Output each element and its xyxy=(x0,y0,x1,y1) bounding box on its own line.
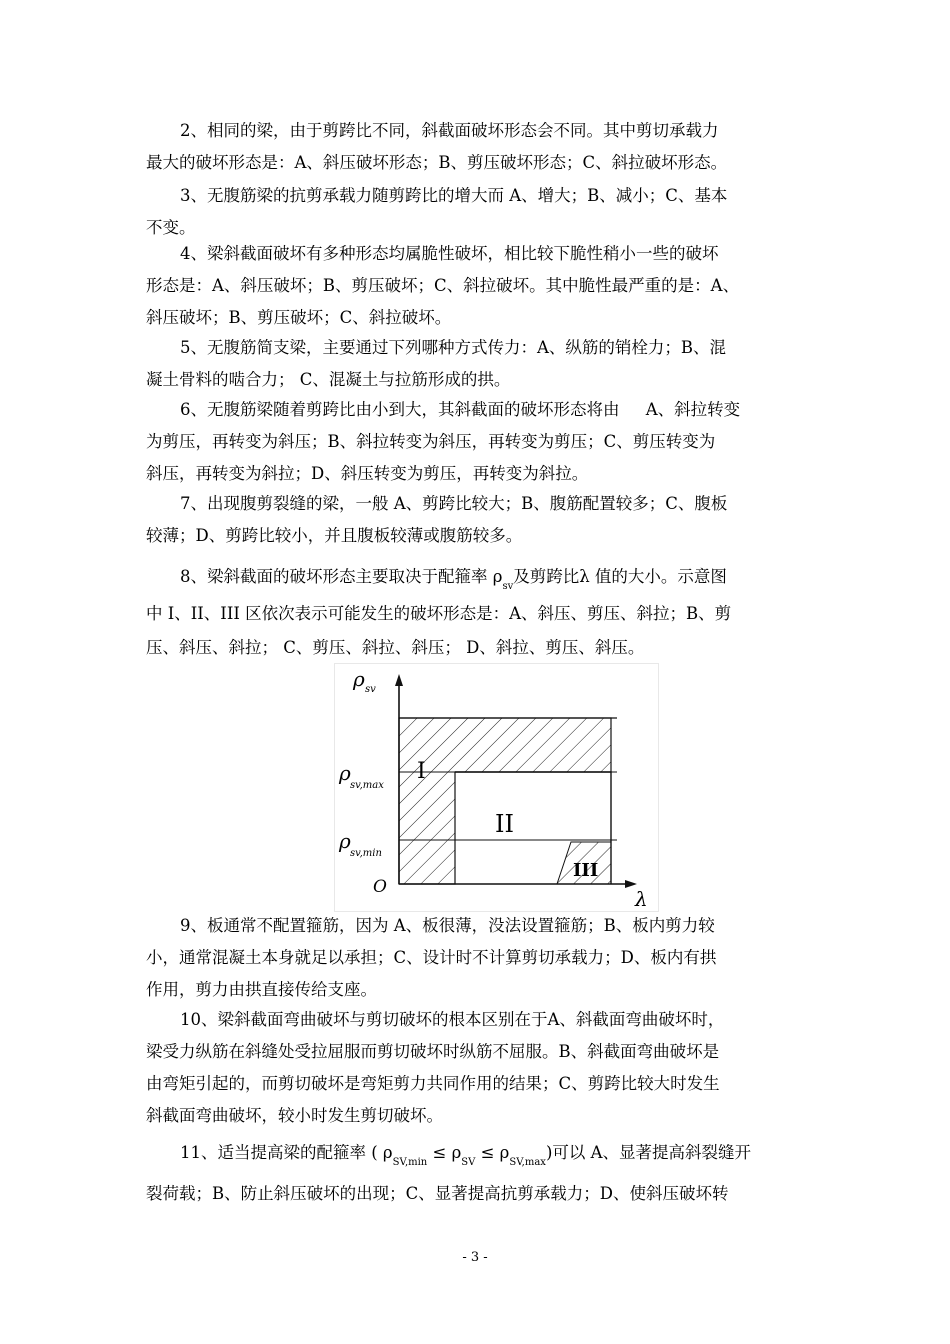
origin-label: O xyxy=(373,877,387,897)
q11-text-c: ≤ ρ xyxy=(475,1143,510,1162)
q8-line-3: 压、斜压、斜拉； C、剪压、斜拉、斜压； D、斜拉、剪压、斜压。 xyxy=(146,638,645,657)
q8-text-b: 及剪跨比λ 值的大小。示意图 xyxy=(513,567,727,586)
q11-sub-min: SV,min xyxy=(392,1157,428,1168)
q9-line-2: 小，通常混凝土本身就足以承担；C、设计时不计算剪切承载力；D、板内有拱 xyxy=(146,948,717,967)
q11-line-2: 裂荷载；B、防止斜压破坏的出现；C、显著提高抗剪承载力；D、使斜压破坏转 xyxy=(146,1184,729,1203)
question-3 xyxy=(146,180,810,244)
q11-text-a: 11、适当提高梁的配箍率 ( ρ xyxy=(180,1143,393,1162)
q5-line-1: 5、无腹筋简支梁，主要通过下列哪种方式传力：A、纵筋的销栓力；B、混 xyxy=(180,338,727,357)
question-2 xyxy=(146,115,810,179)
question-11 xyxy=(146,1134,810,1213)
q11-text-b: ≤ ρ xyxy=(427,1143,462,1162)
q6-line-1: 6、无腹筋梁随着剪跨比由小到大，其斜截面的破坏形态将由 A、斜拉转变 xyxy=(180,400,741,419)
q8-text-a: 8、梁斜截面的破坏形态主要取决于配箍率 ρ xyxy=(180,567,503,586)
question-5 xyxy=(146,332,810,396)
q11-text-d: )可以 A、显著提高斜裂缝开 xyxy=(545,1143,752,1162)
page-number: - 3 - xyxy=(462,1250,488,1265)
question-4 xyxy=(146,238,810,334)
q9-line-1: 9、板通常不配置箍筋，因为 A、板很薄，没法设置箍筋；B、板内剪力较 xyxy=(180,916,715,935)
q4-line-2: 形态是：A、斜压破坏；B、剪压破坏；C、斜拉破坏。其中脆性最严重的是：A、 xyxy=(146,276,740,295)
q10-line-3: 由弯矩引起的，而剪切破坏是弯矩剪力共同作用的结果；C、剪跨比较大时发生 xyxy=(146,1074,720,1093)
q3-line-2: 不变。 xyxy=(146,218,196,237)
y-axis-label: ρ xyxy=(353,667,365,691)
q6-line-2: 为剪压，再转变为斜压；B、斜拉转变为斜压，再转变为剪压；C、剪压转变为 xyxy=(146,432,716,451)
q8-rho-sub: sv xyxy=(502,581,514,592)
q8-line-2: 中 I、II、III 区依次表示可能发生的破坏形态是：A、斜压、剪压、斜拉；B、剪 xyxy=(146,604,732,623)
region-2-label: II xyxy=(495,810,514,838)
question-9 xyxy=(146,910,810,1006)
q11-sub-sv: SV xyxy=(461,1157,476,1168)
q2-line-1: 2、相同的梁，由于剪跨比不同，斜截面破坏形态会不同。其中剪切承载力 xyxy=(180,121,719,140)
q11-line-1 xyxy=(146,1134,810,1175)
rho-min-label: ρ xyxy=(339,829,351,853)
q5-line-2: 凝土骨料的啮合力； C、混凝土与拉筋形成的拱。 xyxy=(146,370,511,389)
q7-line-1: 7、出现腹剪裂缝的梁，一般 A、剪跨比较大；B、腹筋配置较多；C、腹板 xyxy=(180,494,728,513)
y-axis-arrow xyxy=(395,674,403,686)
diagram-svg xyxy=(335,664,658,911)
q4-line-3: 斜压破坏；B、剪压破坏；C、斜拉破坏。 xyxy=(146,308,452,327)
failure-mode-diagram xyxy=(334,663,659,912)
region-1-label: I xyxy=(417,759,426,784)
q10-line-4: 斜截面弯曲破坏，较小时发生剪切破坏。 xyxy=(146,1106,443,1125)
rho-max-sub: sv,max xyxy=(350,780,384,791)
q10-line-2: 梁受力纵筋在斜缝处受拉屈服而剪切破坏时纵筋不屈服。B、斜截面弯曲破坏是 xyxy=(146,1042,720,1061)
q4-line-1: 4、梁斜截面破坏有多种形态均属脆性破坏，相比较下脆性稍小一些的破坏 xyxy=(180,244,719,263)
rho-max-label: ρ xyxy=(339,761,351,785)
q11-sub-max: SV,max xyxy=(509,1157,546,1168)
x-axis-label: λ xyxy=(635,887,648,911)
rho-min-sub: sv,min xyxy=(350,848,382,859)
question-7 xyxy=(146,488,810,552)
q9-line-3: 作用，剪力由拱直接传给支座。 xyxy=(146,980,377,999)
q2-line-2: 最大的破坏形态是：A、斜压破坏形态；B、剪压破坏形态；C、斜拉破坏形态。 xyxy=(146,153,728,172)
q8-line-1 xyxy=(146,560,810,597)
y-axis-label-sub: sv xyxy=(365,684,376,695)
region-3-label: III xyxy=(573,860,599,881)
q3-line-1: 3、无腹筋梁的抗剪承载力随剪跨比的增大而 A、增大；B、减小；C、基本 xyxy=(180,186,728,205)
q6-line-3: 斜压，再转变为斜拉；D、斜压转变为剪压，再转变为斜拉。 xyxy=(146,464,589,483)
question-8 xyxy=(146,560,810,665)
question-10 xyxy=(146,1004,810,1132)
question-6 xyxy=(146,394,810,490)
q10-line-1: 10、梁斜截面弯曲破坏与剪切破坏的根本区别在于A、斜截面弯曲破坏时， xyxy=(180,1010,725,1029)
q7-line-2: 较薄；D、剪跨比较小，并且腹板较薄或腹筋较多。 xyxy=(146,526,523,545)
